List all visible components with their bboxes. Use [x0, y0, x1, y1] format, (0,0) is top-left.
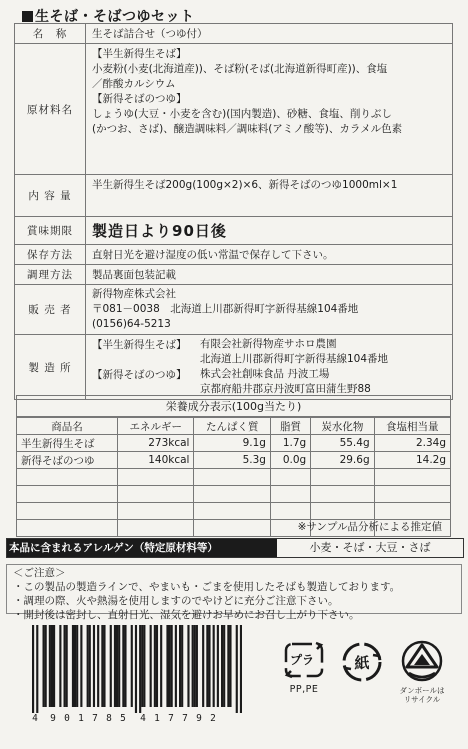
- barcode-bar: [116, 625, 118, 707]
- ingredients-label: 原材料名: [15, 44, 86, 175]
- ingredient-line: 小麦粉(小麦(北海道産))、そば粉(そば(北海道新得町産))、食塩: [92, 63, 388, 75]
- barcode-bar: [97, 625, 99, 707]
- barcode-bar: [114, 625, 116, 707]
- empty-row: [17, 469, 450, 486]
- allergen-bar: [6, 538, 464, 558]
- barcode-bar: [93, 625, 95, 707]
- empty-row: [17, 503, 450, 520]
- barcode-digit: 0: [64, 713, 70, 724]
- barcode-bar: [221, 625, 223, 707]
- cooking-label: 調理方法: [15, 265, 86, 285]
- paper-label: 紙: [354, 654, 370, 672]
- barcode-bar: [160, 625, 162, 707]
- protein-cell: 5.3g: [194, 452, 270, 469]
- barcode-bar: [103, 625, 105, 707]
- seller-line: (0156)64-5213: [92, 318, 171, 330]
- fat-cell: 1.7g: [270, 435, 310, 452]
- barcode-bar: [80, 625, 82, 707]
- cardboard-recycle-icon: [399, 640, 445, 684]
- barcode-bar: [110, 625, 112, 707]
- seller-line: 〒081－0038 北海道上川郡新得町字新得基線104番地: [92, 303, 359, 315]
- barcode-digit: 1: [78, 713, 84, 724]
- barcode-bar: [194, 625, 196, 707]
- allergen-label: 本品に含まれるアレルゲン（特定原材料等）: [7, 539, 277, 557]
- ingredient-line: 【半生新得生そば】: [92, 48, 187, 60]
- barcode-bar: [131, 625, 133, 707]
- barcode-digit: 9: [50, 713, 56, 724]
- sample-note: ※サンプル品分析による推定値: [297, 521, 442, 533]
- barcode-bar: [66, 625, 68, 707]
- note-item: ・開封後は密封し、直射日光、湿気を避けお早めにお召し上がり下さい。: [13, 609, 360, 621]
- nutrition-panel: [16, 395, 451, 537]
- barcode-bar: [171, 625, 173, 707]
- tsuyu-maker-line: 京都府船井郡京丹波町富田蒲生野88: [200, 383, 371, 395]
- barcode-bar: [213, 625, 215, 707]
- barcode-bar: [74, 625, 76, 707]
- storage-value: 直射日光を避け湿度の低い常温で保存して下さい。: [86, 245, 453, 265]
- energy-cell: 140kcal: [118, 452, 194, 469]
- carbs-cell: 55.4g: [311, 435, 374, 452]
- barcode-bar: [150, 625, 152, 707]
- barcode-bar: [122, 625, 124, 707]
- barcode-bar: [64, 625, 66, 707]
- product-name-cell: 半生新得生そば: [17, 435, 118, 452]
- ingredient-line: (かつお、さば)、醸造調味料／調味料(アミノ酸等)、カラメル色素: [92, 123, 403, 135]
- label-table: [14, 23, 453, 400]
- barcode-bar: [156, 625, 158, 707]
- ingredients-value: [86, 44, 453, 175]
- manufacturer-soba: [92, 337, 446, 367]
- title-square-icon: [22, 11, 33, 22]
- seller-label: 販 売 者: [15, 285, 86, 335]
- col-header: たんぱく質: [194, 418, 270, 435]
- barcode-bar: [229, 625, 231, 707]
- name-value: 生そば詰合せ（つゆ付）: [86, 24, 453, 44]
- barcode-bar: [227, 625, 229, 707]
- soba-maker-line: 有限会社新得物産サホロ農園: [200, 338, 337, 350]
- barcode-bar: [36, 625, 38, 713]
- col-header: 商品名: [17, 418, 118, 435]
- barcode-bar: [118, 625, 120, 707]
- cardboard-recycle-mark: [392, 640, 452, 704]
- cooking-value: 製品裏面包装記載: [86, 265, 453, 285]
- barcode-bar: [154, 625, 156, 707]
- allergen-value: 小麦・そば・大豆・さば: [309, 541, 431, 554]
- barcode-bar: [181, 625, 183, 707]
- tsuyu-tag: 【新得そばのつゆ】: [92, 369, 187, 381]
- barcode-bar: [89, 625, 91, 707]
- barcode-bar: [45, 625, 47, 707]
- barcode-bar: [169, 625, 171, 707]
- barcode-bar: [187, 625, 189, 707]
- barcode-bar: [166, 625, 168, 707]
- salt-cell: 14.2g: [374, 452, 450, 469]
- barcode-bar: [43, 625, 45, 707]
- salt-cell: 2.34g: [374, 435, 450, 452]
- barcode-bar: [223, 625, 225, 707]
- barcode-digit: 1: [154, 713, 160, 724]
- seller-line: 新得物産株式会社: [92, 288, 176, 300]
- barcode-digit: 7: [168, 713, 174, 724]
- col-header: 炭水化物: [311, 418, 374, 435]
- table-row: [17, 435, 450, 452]
- col-header: エネルギー: [118, 418, 194, 435]
- col-header: 脂質: [270, 418, 310, 435]
- empty-row: [17, 486, 450, 503]
- content-label: 内 容 量: [15, 175, 86, 217]
- plastic-material: PP,PE: [289, 684, 319, 695]
- protein-cell: 9.1g: [194, 435, 270, 452]
- carbs-cell: 29.6g: [311, 452, 374, 469]
- barcode-bar: [179, 625, 181, 707]
- cardboard-label-2: リサイクル: [403, 695, 441, 704]
- soba-tag: 【半生新得生そば】: [92, 339, 187, 351]
- barcode-bar: [101, 625, 103, 707]
- soba-maker-line: 北海道上川郡新得町字新得基線104番地: [200, 353, 389, 365]
- barcode-bar: [135, 625, 137, 713]
- barcode-bar: [139, 625, 141, 713]
- notes-heading: ＜ご注意＞: [13, 567, 66, 579]
- barcode-bar: [76, 625, 78, 707]
- manufacturer-label: 製 造 所: [15, 335, 86, 400]
- ingredient-line: ／酢酸カルシウム: [92, 78, 176, 90]
- expiry-value: 製造日より90日後: [86, 217, 453, 245]
- cardboard-label: ダンボールは: [399, 686, 445, 695]
- seller-value: [86, 285, 453, 335]
- barcode-bar: [51, 625, 53, 707]
- barcode-digit: 4: [140, 713, 146, 724]
- title-text: 生そば・そばつゆセット: [35, 9, 195, 25]
- barcode-bar: [208, 625, 210, 707]
- fat-cell: 0.0g: [270, 452, 310, 469]
- barcode-digit: 7: [92, 713, 98, 724]
- barcode-bar: [240, 625, 242, 713]
- manufacturer-tsuyu: [92, 367, 446, 397]
- energy-cell: 273kcal: [118, 435, 194, 452]
- barcode-digit: 5: [120, 713, 126, 724]
- manufacturer-value: [86, 335, 453, 400]
- name-label: 名 称: [15, 24, 86, 44]
- nutrition-header-row: [17, 418, 450, 435]
- barcode: [32, 625, 242, 713]
- barcode-bar: [32, 625, 34, 713]
- product-name-cell: 新得そばのつゆ: [17, 452, 118, 469]
- barcode-bar: [141, 625, 143, 707]
- barcode-digit: 8: [106, 713, 112, 724]
- barcode-digit: 7: [182, 713, 188, 724]
- expiry-label: 賞味期限: [15, 217, 86, 245]
- barcode-bar: [175, 625, 177, 707]
- barcode-bar: [206, 625, 208, 707]
- barcode-bar: [143, 625, 145, 707]
- table-row: [17, 452, 450, 469]
- barcode-bar: [53, 625, 55, 707]
- storage-label: 保存方法: [15, 245, 86, 265]
- ingredient-line: 【新得そばのつゆ】: [92, 93, 187, 105]
- barcode-bar: [124, 625, 126, 707]
- notes-box: [6, 564, 462, 621]
- barcode-bar: [192, 625, 194, 707]
- col-header: 食塩相当量: [374, 418, 450, 435]
- content-value: 半生新得生そば200g(100g×2)×6、新得そばのつゆ1000ml×1: [86, 175, 453, 217]
- paper-recycle-mark: [340, 640, 384, 686]
- barcode-digit: 9: [196, 713, 202, 724]
- barcode-bar: [236, 625, 238, 713]
- barcode-bar: [72, 625, 74, 707]
- note-item: ・この製品の製造ラインで、やまいも・ごまを使用したそばも製造しております。: [13, 581, 401, 593]
- plastic-recycle-mark: [280, 640, 328, 695]
- tsuyu-maker-line: 株式会社創味食品 丹波工場: [200, 368, 330, 380]
- barcode-bar: [87, 625, 89, 707]
- plastic-label: プラ: [289, 653, 314, 667]
- nutrition-title: 栄養成分表示(100g当たり): [17, 396, 450, 417]
- barcode-bar: [49, 625, 51, 707]
- barcode-bar: [196, 625, 198, 707]
- barcode-bar: [202, 625, 204, 707]
- barcode-bar: [217, 625, 219, 707]
- jan-digits: [28, 713, 248, 724]
- ingredient-line: しょうゆ(大豆・小麦を含む)(国内製造)、砂糖、食塩、削りぶし: [92, 108, 392, 120]
- barcode-digit: 4: [32, 713, 38, 724]
- barcode-digit: 2: [210, 713, 216, 724]
- note-item: ・調理の際、火や熱湯を使用しますのでやけどに充分ご注意下さい。: [13, 595, 339, 607]
- barcode-bar: [59, 625, 61, 707]
